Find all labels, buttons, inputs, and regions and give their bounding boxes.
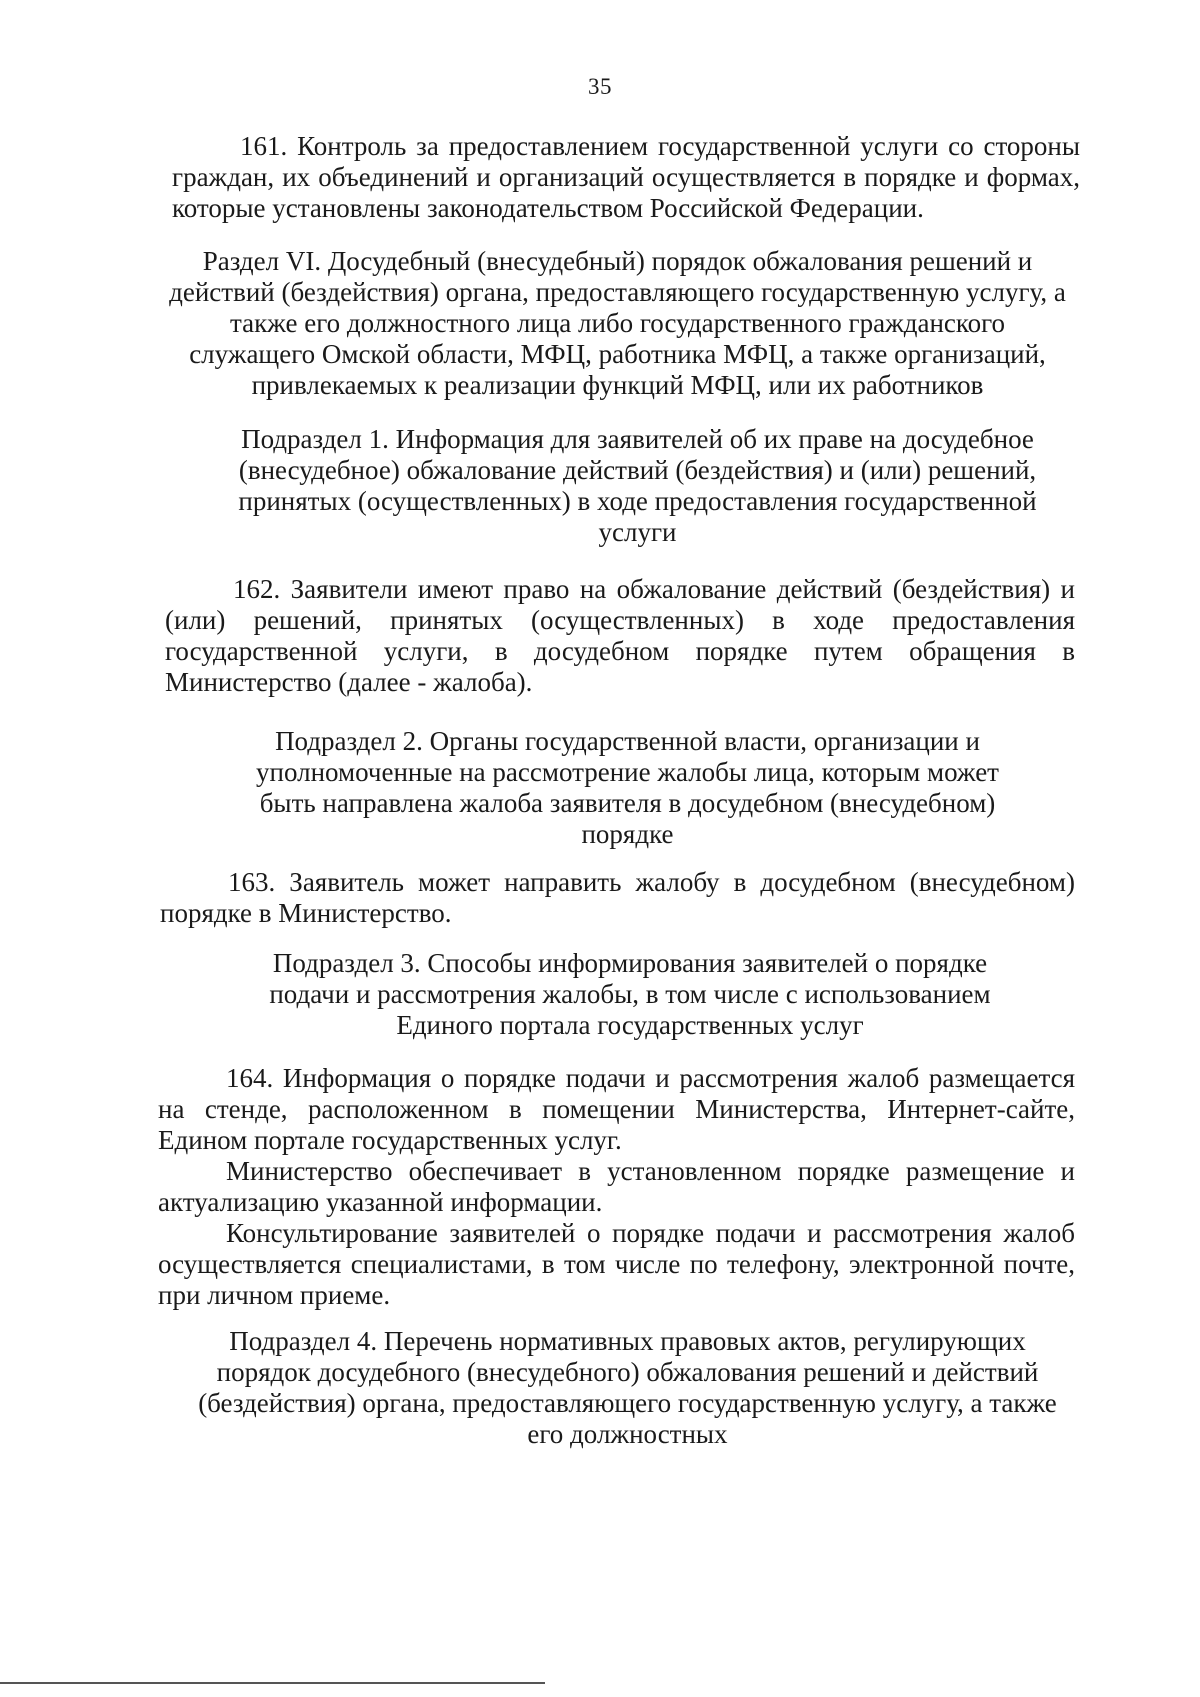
section-6-heading [165, 246, 1070, 401]
subsection-4-heading [195, 1326, 1060, 1450]
subsection-3-heading [245, 948, 1015, 1041]
subsection-1-heading-text: Подраздел 1. Информация для заявителей об их праве на досудебное (внесудебное) обжалование действий (бездействия) и (или) решений, принятых (осуществленных) в ходе предоставления государственной услуги [238, 424, 1037, 547]
subsection-4-heading-text: Подраздел 4. Перечень нормативных правовых актов, регулирующих порядок досудебного (внесудебного) обжалования решений и действий (бездействия) органа, предоставляющего государственную услугу, а также его должностных [198, 1326, 1057, 1449]
paragraph-163-text: 163. Заявитель может направить жалобу в досудебном (внесудебном) порядке в Министерство. [160, 867, 1075, 928]
subsection-2-heading-text: Подраздел 2. Органы государственной власти, организации и уполномоченные на рассмотрение жалобы лица, которым может быть направлена жалоба заявителя в досудебном (внесудебном) порядке [256, 726, 999, 849]
paragraph-164-3-text: Консультирование заявителей о порядке подачи и рассмотрения жалоб осуществляется специалистами, в том числе по телефону, электронной почте, при личном приеме. [158, 1218, 1075, 1310]
paragraph-164-2-text: Министерство обеспечивает в установленном порядке размещение и актуализацию указанной информации. [158, 1156, 1075, 1217]
section-6-heading-text: Раздел VI. Досудебный (внесудебный) порядок обжалования решений и действий (бездействия) органа, предоставляющего государственную услугу, а также его должностного лица либо государственного гражданского служащего Омской области, МФЦ, работника МФЦ, а также организаций, привлекаемых к реализации функций МФЦ, или их работников [169, 246, 1066, 400]
paragraph-163 [160, 867, 1075, 929]
subsection-3-heading-text: Подраздел 3. Способы информирования заявителей о порядке подачи и рассмотрения жалобы, в том числе с использованием Единого портала государственных услуг [269, 948, 991, 1040]
scan-bottom-line [0, 1682, 545, 1684]
subsection-1-heading [215, 424, 1060, 548]
paragraph-162-text: 162. Заявители имеют право на обжалование действий (бездействия) и (или) решений, принятых (осуществленных) в ходе предоставления государственной услуги, в досудебном порядке путем обращения в Министерство (далее - жалоба). [165, 574, 1075, 697]
paragraph-161-text: 161. Контроль за предоставлением государственной услуги со стороны граждан, их объединений и организаций осуществляется в порядке и формах, которые установлены законодательством Российской Федерации. [172, 131, 1080, 223]
paragraph-164-text: 164. Информация о порядке подачи и рассмотрения жалоб размещается на стенде, расположенном в помещении Министерства, Интернет-сайте, Едином портале государственных услуг. [158, 1063, 1075, 1155]
paragraph-162 [165, 574, 1075, 698]
page-number: 35 [588, 74, 612, 99]
subsection-2-heading [235, 726, 1020, 850]
paragraph-164 [158, 1063, 1075, 1311]
paragraph-161 [172, 131, 1080, 224]
